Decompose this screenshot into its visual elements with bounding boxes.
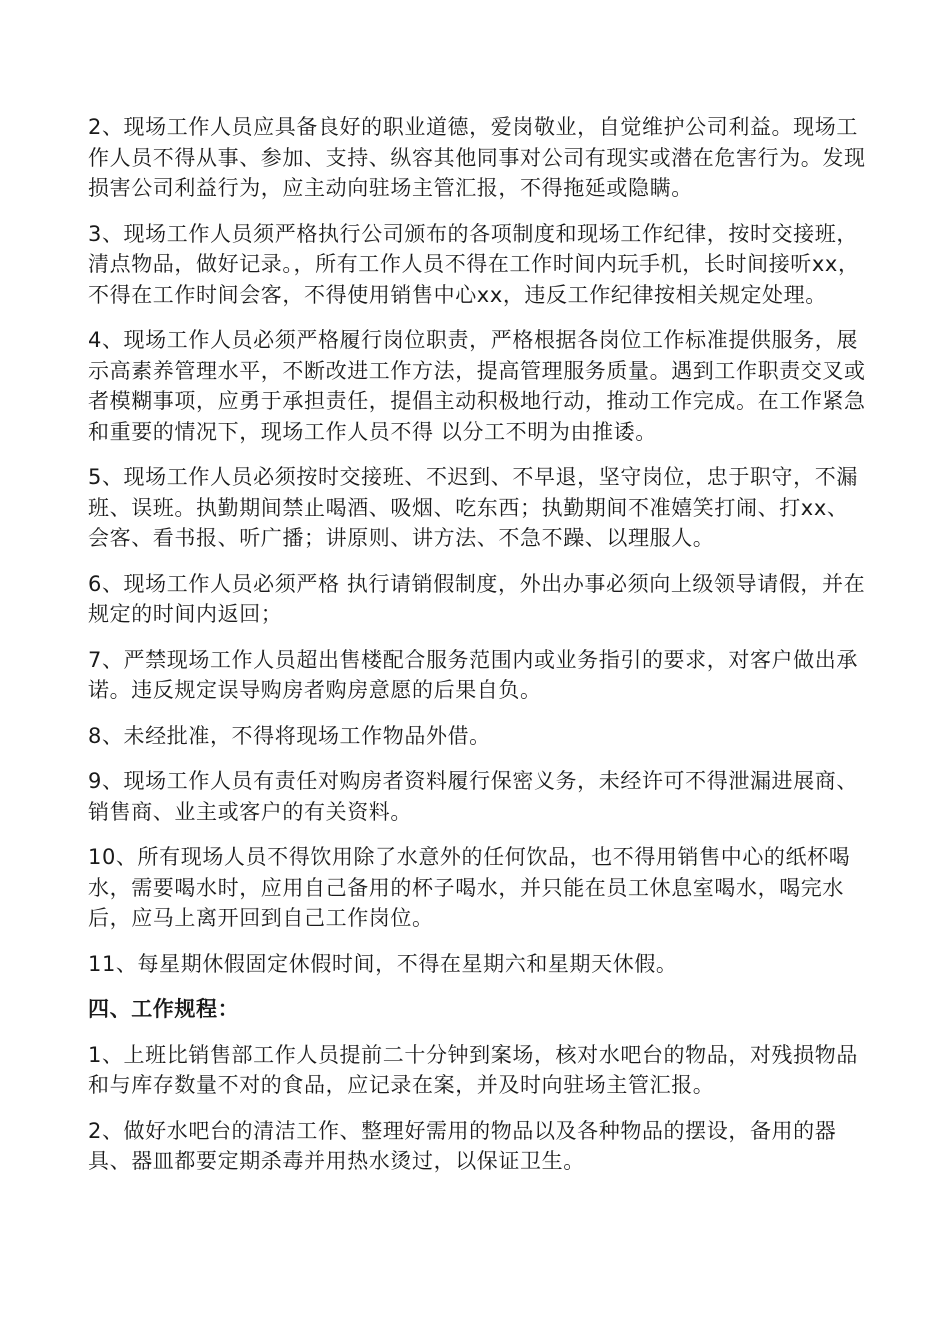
rule-item-9: 9、现场工作人员有责任对购房者资料履行保密义务，未经许可不得泄漏进展商、销售商、业主或客户的有关资料。 (88, 769, 858, 824)
rule-item-7: 7、严禁现场工作人员超出售楼配合服务范围内或业务指引的要求，对客户做出承诺。违反规定误导购房者购房意愿的后果自负。 (88, 647, 858, 702)
procedure-item-1: 1、上班比销售部工作人员提前二十分钟到案场，核对水吧台的物品，对残损物品和与库存数量不对的食品，应记录在案，并及时向驻场主管汇报。 (88, 1042, 858, 1097)
rule-item-8: 8、未经批准，不得将现场工作物品外借。 (88, 723, 491, 748)
section-heading-work-procedures: 四、工作规程： (88, 997, 240, 1021)
rule-item-10: 10、所有现场人员不得饮用除了水意外的任何饮品，也不得用销售中心的纸杯喝水，需要喝水时，应用自己备用的杯子喝水，并只能在员工休息室喝水，喝完水后，应马上离开回到自己工作岗位。 (88, 845, 851, 930)
rule-item-3: 3、现场工作人员须严格执行公司颁布的各项制度和现场工作纪律，按时交接班，清点物品，做好记录。，所有工作人员不得在工作时间内玩手机，长时间接听xx，不得在工作时间会客，不得使用销售中心xx，违反工作纪律按相关规定处理。 (88, 221, 860, 307)
rule-item-5: 5、现场工作人员必须按时交接班、不迟到、不早退，坚守岗位，忠于职守，不漏班、误班。执勤期间禁止喝酒、吸烟、吃东西；执勤期间不准嬉笑打闹、打xx、会客、看书报、听广播；讲原则、讲方法、不急不躁、以理服人。 (88, 465, 858, 550)
rule-item-6: 6、现场工作人员必须严格 执行请销假制度，外出办事必须向上级领导请假，并在规定的时间内返回； (88, 571, 866, 626)
document-body (88, 112, 868, 1192)
rule-item-2: 2、现场工作人员应具备良好的职业道德，爱岗敬业，自觉维护公司利益。现场工作人员不得从事、参加、支持、纵容其他同事对公司有现实或潜在危害行为。发现损害公司利益行为，应主动向驻场主管汇报，不得拖延或隐瞒。 (88, 115, 866, 200)
procedure-item-2: 2、做好水吧台的清洁工作、整理好需用的物品以及各种物品的摆设，备用的器具、器皿都要定期杀毒并用热水烫过，以保证卫生。 (88, 1118, 837, 1173)
rule-item-4: 4、现场工作人员必须严格履行岗位职责，严格根据各岗位工作标准提供服务，展示高素养管理水平，不断改进工作方法，提高管理服务质量。遇到工作职责交叉或者模糊事项，应勇于承担责任，提倡主动积极地行动，推动工作完成。在工作紧急和重要的情况下，现场工作人员不得 以分工不明为由推诿。 (88, 328, 866, 444)
rule-item-11: 11、每星期休假固定休假时间，不得在星期六和星期天休假。 (88, 951, 678, 976)
